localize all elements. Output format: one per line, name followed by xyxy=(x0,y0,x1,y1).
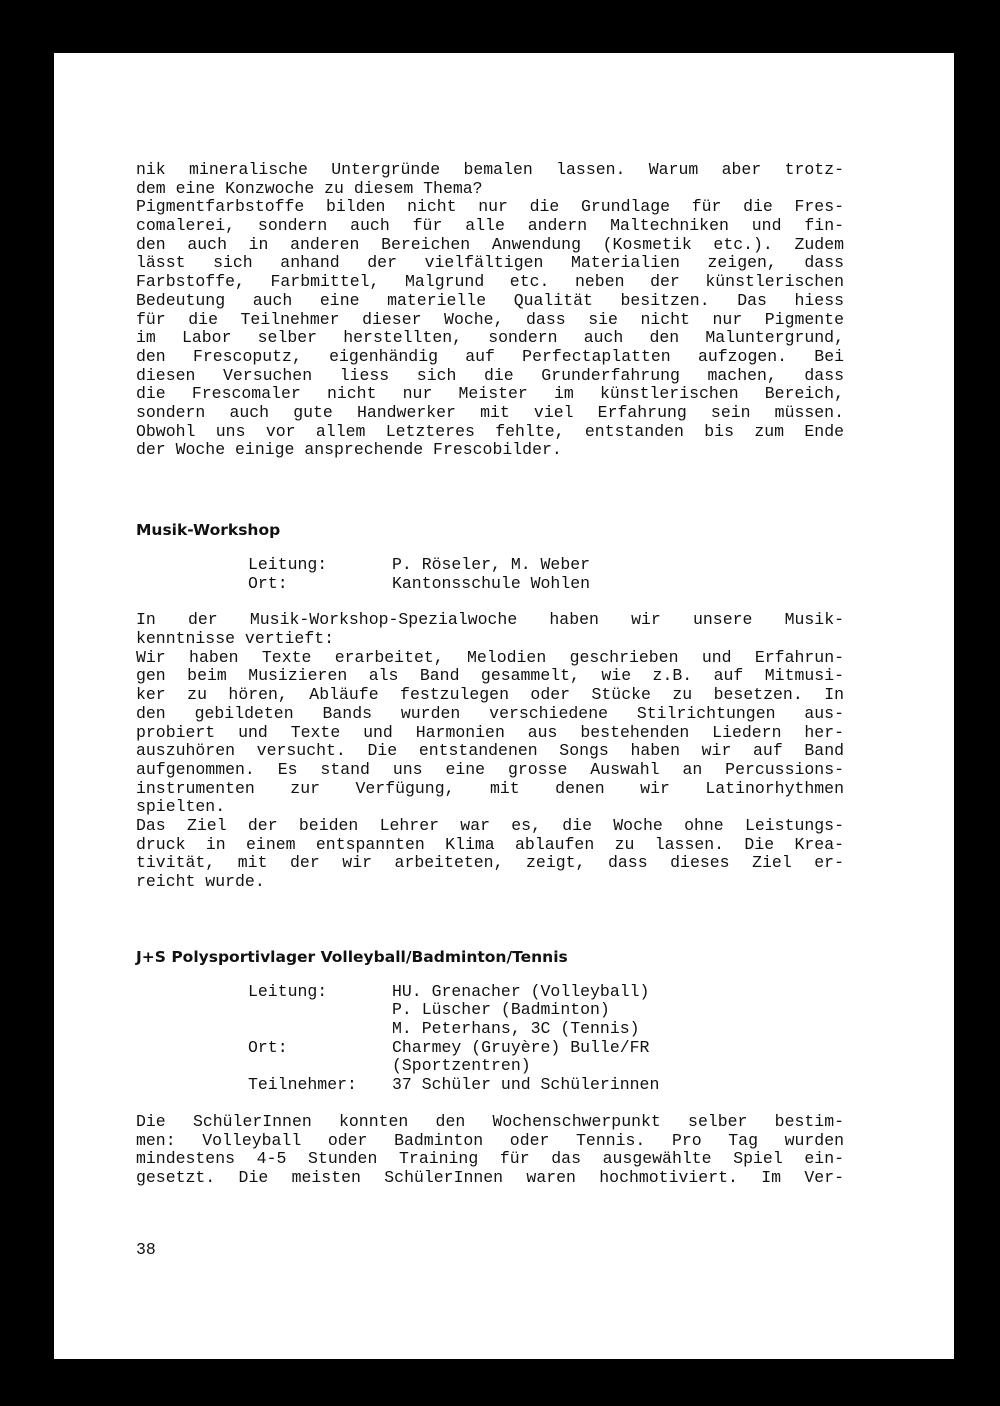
text-line: dem eine Konzwoche zu diesem Thema? xyxy=(136,178,483,198)
text-line: kenntnisse vertieft: xyxy=(136,629,335,649)
info-row xyxy=(136,1001,844,1020)
text-line: reicht wurde. xyxy=(136,872,265,891)
text-line: die Frescomaler nicht nur Meister im künstlerischen Bereich, xyxy=(136,384,844,404)
info-value: Charmey (Gruyère) Bulle/FR xyxy=(392,1037,650,1057)
info-key: Teilnehmer: xyxy=(248,1075,357,1095)
info-row xyxy=(136,556,844,575)
text-line: Bedeutung auch eine materielle Qualität besitzen. Das hiess xyxy=(136,290,844,310)
text-line: instrumenten zur Verfügung, mit denen wir Latinorhythmen xyxy=(136,778,844,798)
section-heading-sport: J+S Polysportivlager Volleyball/Badminton/Tennis xyxy=(136,947,568,966)
info-key: Leitung: xyxy=(248,555,328,574)
text-line: Pigmentfarbstoffe bilden nicht nur die Grundlage für die Fres- xyxy=(136,197,844,217)
section-heading-musik: Musik-Workshop xyxy=(136,521,281,539)
info-value: Kantonsschule Wohlen xyxy=(392,573,591,593)
text-line: probiert und Texte und Harmonien aus bestehenden Liedern her- xyxy=(136,722,844,742)
text-line: spielten. xyxy=(136,797,226,817)
info-value: M. Peterhans, 3C (Tennis) xyxy=(392,1019,640,1039)
info-value: P. Röseler, M. Weber xyxy=(392,555,591,574)
text-line: diesen Versuchen liess sich die Grunderfahrung machen, dass xyxy=(136,365,844,385)
text-line: nik mineralische Untergründe bemalen lassen. Warum aber trotz- xyxy=(136,160,844,179)
text-line: aufgenommen. Es stand uns eine grosse Auswahl an Percussions- xyxy=(136,759,844,779)
text-line: Die SchülerInnen konnten den Wochenschwerpunkt selber bestim- xyxy=(136,1111,844,1131)
musik-info xyxy=(136,556,844,593)
text-line: der Woche einige ansprechende Frescobilder. xyxy=(136,440,562,460)
text-line: gesetzt. Die meisten SchülerInnen waren hochmotiviert. Im Ver- xyxy=(136,1167,844,1187)
info-row xyxy=(136,1057,844,1076)
text-line: tivität, mit der wir arbeiteten, zeigt, dass dieses Ziel er- xyxy=(136,853,844,873)
info-value: 37 Schüler und Schülerinnen xyxy=(392,1075,660,1095)
sport-paragraph xyxy=(136,1113,844,1188)
text-line: Obwohl uns vor allem Letzteres fehlte, entstanden bis zum Ende xyxy=(136,421,844,441)
text-line: ker zu hören, Abläufe festzulegen oder Stücke zu besetzen. In xyxy=(136,685,844,705)
text-line: im Labor selber herstellten, sondern auch den Maluntergrund, xyxy=(136,328,844,348)
text-line: men: Volleyball oder Badminton oder Tennis. Pro Tag wurden xyxy=(136,1130,844,1150)
musik-paragraph xyxy=(136,611,844,891)
text-line: Farbstoffe, Farbmittel, Malgrund etc. neben der künstlerischen xyxy=(136,272,844,292)
info-value: P. Lüscher (Badminton) xyxy=(392,1000,610,1020)
info-row xyxy=(136,1020,844,1039)
text-line: mindestens 4-5 Stunden Training für das ausgewählte Spiel ein- xyxy=(136,1149,844,1169)
text-line: comalerei, sondern auch für alle andern Maltechniken und fin- xyxy=(136,216,844,236)
document-page xyxy=(54,53,954,1359)
text-line: Wir haben Texte erarbeitet, Melodien geschrieben und Erfahrun- xyxy=(136,647,844,667)
sport-info xyxy=(136,983,844,1095)
text-line: lässt sich anhand der vielfältigen Materialien zeigen, dass xyxy=(136,253,844,273)
text-line: In der Musik-Workshop-Spezialwoche haben wir unsere Musik- xyxy=(136,610,844,630)
text-line: auszuhören versucht. Die entstandenen Songs haben wir auf Band xyxy=(136,741,844,761)
info-key: Leitung: xyxy=(248,981,328,1001)
info-value: HU. Grenacher (Volleyball) xyxy=(392,981,650,1001)
info-row xyxy=(136,1076,844,1095)
info-key: Ort: xyxy=(248,573,288,593)
page-content xyxy=(136,161,844,1188)
page-number: 38 xyxy=(136,1240,156,1259)
text-line: für die Teilnehmer dieser Woche, dass sie nicht nur Pigmente xyxy=(136,309,844,329)
info-value: (Sportzentren) xyxy=(392,1056,531,1076)
info-row xyxy=(136,1039,844,1058)
text-line: den Frescoputz, eigenhändig auf Perfectaplatten aufzogen. Bei xyxy=(136,346,844,366)
info-key: Ort: xyxy=(248,1037,288,1057)
info-row xyxy=(136,575,844,594)
text-line: den auch in anderen Bereichen Anwendung (Kosmetik etc.). Zudem xyxy=(136,234,844,254)
text-line: Das Ziel der beiden Lehrer war es, die Woche ohne Leistungs- xyxy=(136,815,844,835)
text-line: sondern auch gute Handwerker mit viel Erfahrung sein müssen. xyxy=(136,402,844,422)
intro-paragraph xyxy=(136,161,844,460)
text-line: den gebildeten Bands wurden verschiedene Stilrichtungen aus- xyxy=(136,703,844,723)
info-row xyxy=(136,983,844,1002)
text-line: druck in einem entspannten Klima ablaufen zu lassen. Die Krea- xyxy=(136,834,844,854)
text-line: gen beim Musizieren als Band gesammelt, wie z.B. auf Mitmusi- xyxy=(136,666,844,686)
